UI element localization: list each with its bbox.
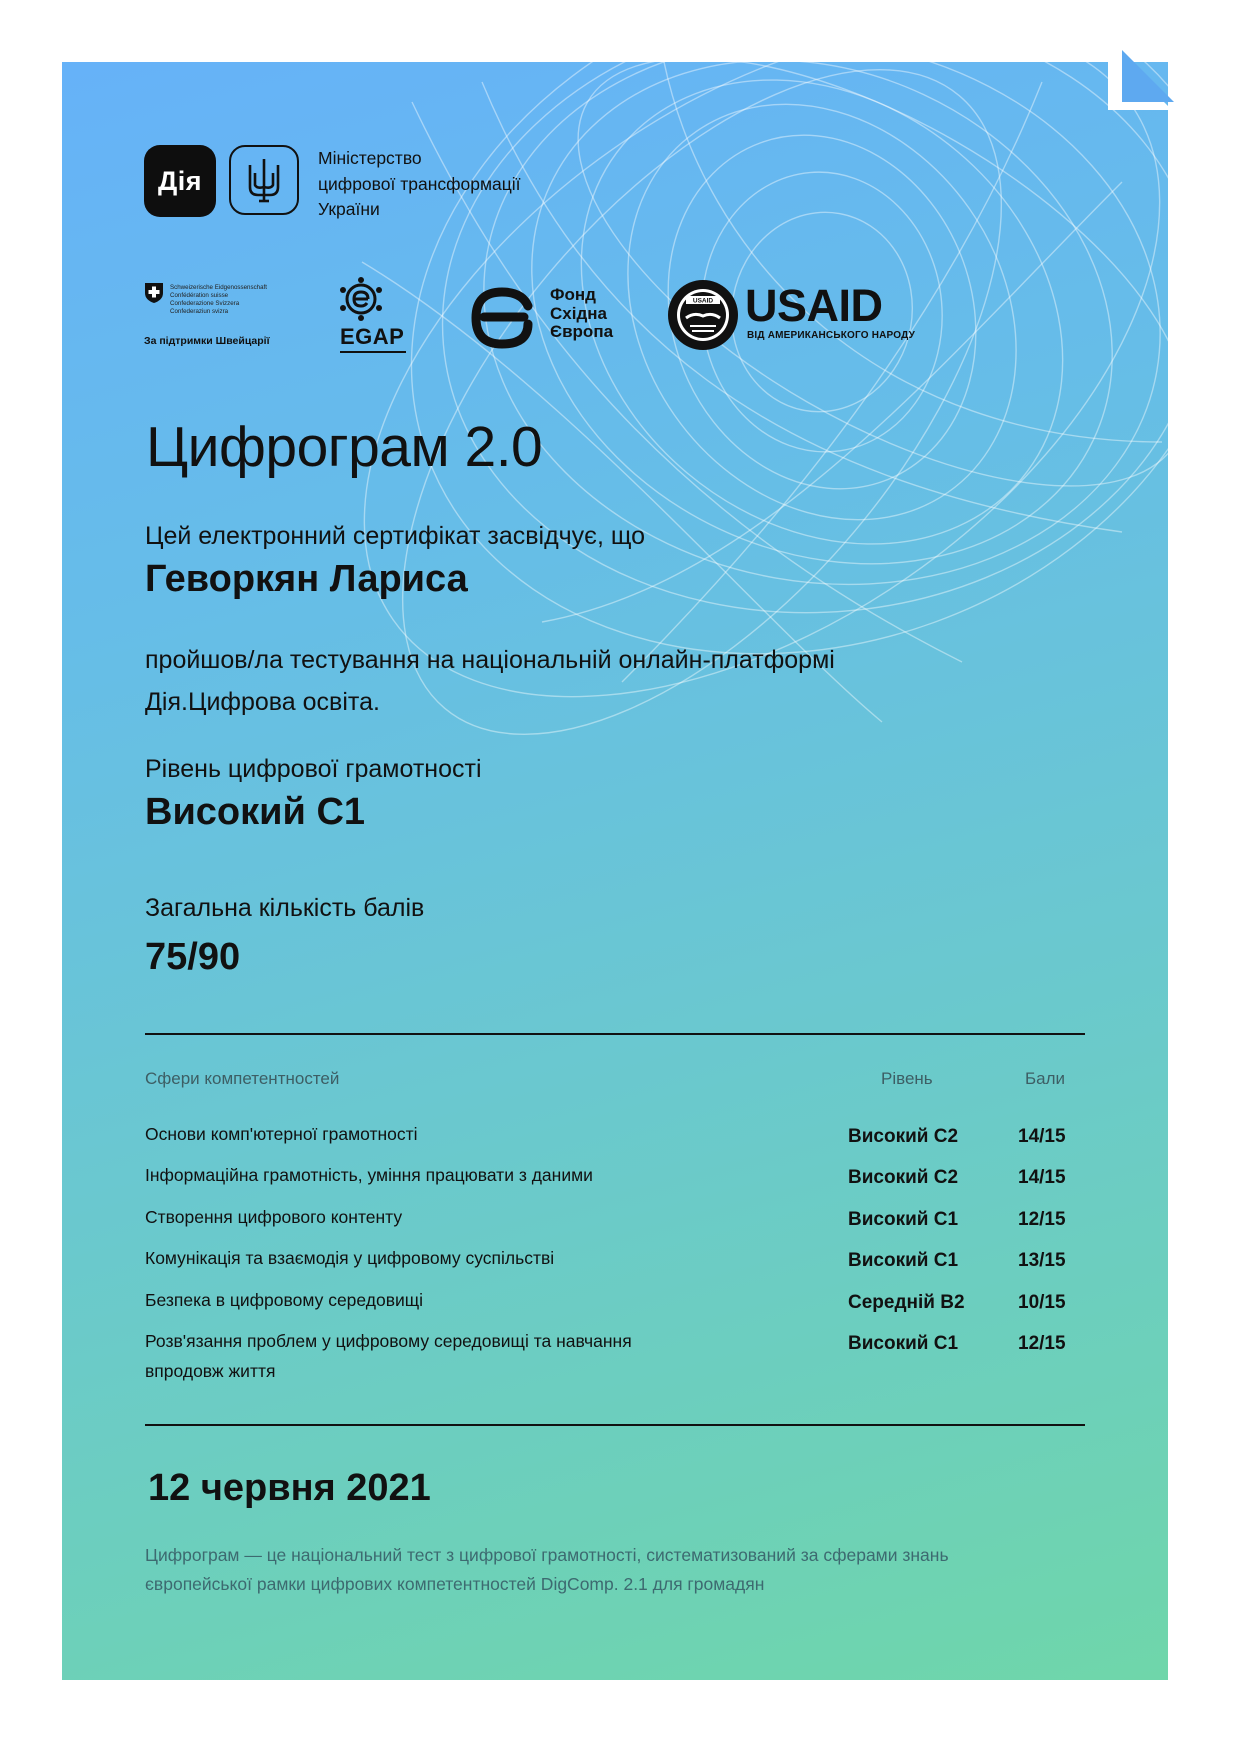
ministry-line: України <box>318 199 380 219</box>
fond-skhidna-yevropa <box>550 286 613 342</box>
ministry-name <box>318 146 521 223</box>
swiss-line: Confederazione Svizzera <box>170 300 240 307</box>
egap-wordmark: EGAP <box>340 324 405 349</box>
usaid-seal-text: USAID <box>692 297 714 305</box>
footnote-line: європейської рамки цифрових компетентностей DigComp. 2.1 для громадян <box>145 1574 765 1594</box>
fond-line: Східна <box>550 303 607 323</box>
level-value: Високий С1 <box>145 791 366 833</box>
divider <box>145 1424 1085 1426</box>
fond-line: Фонд <box>550 285 596 304</box>
swiss-confederation-text <box>170 284 267 316</box>
competence-score: 14/15 <box>1018 1126 1066 1147</box>
passed-line: пройшов/ла тестування на національній онлайн-платформі <box>145 646 835 674</box>
competence-name <box>145 1160 593 1190</box>
usaid-subtitle: ВІД АМЕРИКАНСЬКОГО НАРОДУ <box>747 330 916 341</box>
egap-emblem-icon <box>336 276 386 322</box>
diia-logo: Дія <box>144 145 216 217</box>
competence-name <box>145 1326 632 1386</box>
competence-level: Високий С2 <box>848 1167 959 1188</box>
ee-mark-icon <box>468 284 536 350</box>
divider <box>145 1033 1085 1035</box>
competence-name-line: Розв'язання проблем у цифровому середовищі та навчання <box>145 1331 632 1351</box>
competence-level: Високий С1 <box>848 1250 959 1271</box>
competence-level: Високий С1 <box>848 1333 959 1354</box>
certificate-date: 12 червня 2021 <box>148 1467 431 1509</box>
table-header-score: Бали <box>1025 1069 1066 1088</box>
competence-name-line: Створення цифрового контенту <box>145 1207 403 1227</box>
certificate-title: Цифрограм 2.0 <box>146 415 543 479</box>
trident-icon <box>244 155 284 205</box>
ministry-line: Міністерство <box>318 148 422 168</box>
table-header-level: Рівень <box>881 1069 933 1088</box>
level-label: Рівень цифрової грамотності <box>145 755 482 783</box>
egap-underline <box>340 351 406 353</box>
competence-score: 12/15 <box>1018 1333 1066 1354</box>
competence-score: 14/15 <box>1018 1167 1066 1188</box>
ministry-line: цифрової трансформації <box>318 173 521 194</box>
ukraine-coat-of-arms <box>229 145 299 215</box>
swiss-cross-icon <box>144 282 164 304</box>
passed-statement <box>145 639 835 723</box>
competence-name-line: Безпека в цифровому середовищі <box>145 1290 424 1310</box>
score-value: 75/90 <box>145 936 241 978</box>
competence-name <box>145 1202 402 1232</box>
competence-level: Високий С2 <box>848 1126 959 1147</box>
swiss-line: Confédération suisse <box>170 292 229 299</box>
competence-level: Середній В2 <box>848 1292 965 1313</box>
competence-name-line: Комунікація та взаємодія у цифровому суспільстві <box>145 1248 555 1268</box>
competence-name <box>145 1285 423 1315</box>
certificate-intro: Цей електронний сертифікат засвідчує, що <box>145 522 646 550</box>
footnote <box>145 1541 949 1599</box>
swiss-line: Schweizerische Eidgenossenschaft <box>170 284 267 291</box>
competence-name-line: Інформаційна грамотність, уміння працювати з даними <box>145 1165 593 1185</box>
competence-score: 13/15 <box>1018 1250 1066 1271</box>
competence-score: 12/15 <box>1018 1209 1066 1230</box>
competence-score: 10/15 <box>1018 1292 1066 1313</box>
usaid-wordmark: USAID <box>745 280 883 331</box>
usaid-seal-icon <box>666 278 740 352</box>
fond-line: Європа <box>550 322 614 341</box>
competence-name-line: Основи комп'ютерної грамотності <box>145 1124 418 1144</box>
swiss-line: Confederaziun svizra <box>170 308 229 315</box>
swiss-support-caption: За підтримки Швейцарії <box>144 335 270 347</box>
table-header-area: Сфери компетентностей <box>145 1069 340 1088</box>
competence-name <box>145 1119 418 1149</box>
score-label: Загальна кількість балів <box>145 894 425 922</box>
competence-name <box>145 1243 554 1273</box>
footnote-line: Цифрограм — це національний тест з цифрової грамотності, систематизований за сферами знань <box>145 1545 949 1565</box>
competence-name-line: впродовж життя <box>145 1361 276 1381</box>
page-corner-icon <box>1108 46 1188 126</box>
competence-level: Високий С1 <box>848 1209 959 1230</box>
recipient-name: Геворкян Лариса <box>145 558 468 600</box>
passed-line: Дія.Цифрова освіта. <box>145 688 380 716</box>
